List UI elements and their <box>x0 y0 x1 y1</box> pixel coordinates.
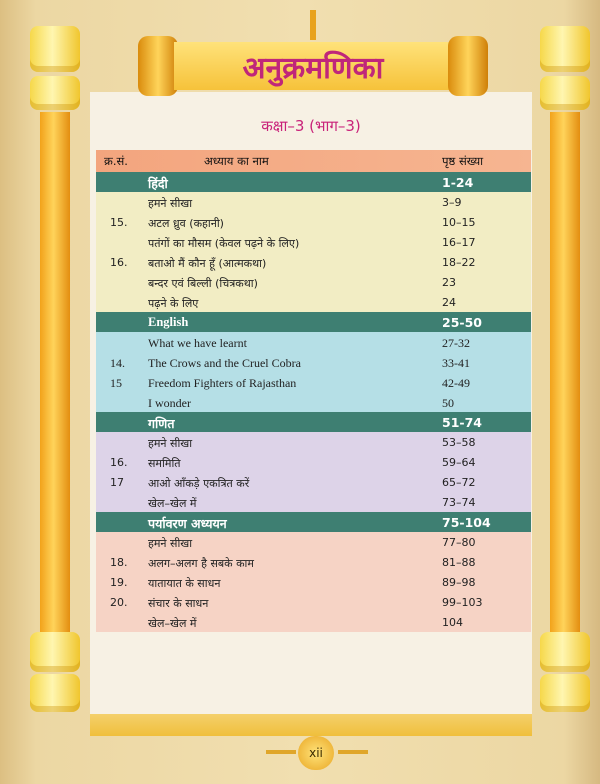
row-title: बन्दर एवं बिल्ली (चित्रकथा) <box>148 277 258 290</box>
row-number: 19. <box>110 576 128 589</box>
row-title: यातायात के साधन <box>148 577 221 590</box>
section-pages: 25-50 <box>442 315 482 330</box>
section-header-evs <box>96 512 531 532</box>
section-header-english <box>96 312 531 332</box>
table-row <box>96 592 531 612</box>
row-title: अलग–अलग है सबके काम <box>148 557 254 570</box>
row-page: 10–15 <box>442 216 476 229</box>
row-page: 18–22 <box>442 256 476 269</box>
row-number: 16. <box>110 256 128 269</box>
row-page: 16–17 <box>442 236 476 249</box>
row-page: 89–98 <box>442 576 476 589</box>
row-page: 77–80 <box>442 536 476 549</box>
row-title: संचार के साधन <box>148 597 209 610</box>
row-title: Freedom Fighters of Rajasthan <box>148 376 297 390</box>
row-title: पढ़ने के लिए <box>148 297 199 310</box>
row-page: 33-41 <box>442 356 470 370</box>
section-header-hindi <box>96 172 531 192</box>
table-row <box>96 192 531 212</box>
footer-ornament-right <box>338 750 368 754</box>
header-sno: क्र.सं. <box>104 154 128 168</box>
row-number: 14. <box>110 356 125 370</box>
section-title: English <box>148 315 189 329</box>
row-title: खेल–खेल में <box>148 617 197 630</box>
table-row <box>96 392 531 412</box>
table-row <box>96 352 531 372</box>
table-row <box>96 472 531 492</box>
scroll-roll-left <box>138 36 178 96</box>
page-title: अनुक्रमणिका <box>242 50 384 86</box>
table-row <box>96 612 531 632</box>
class-subtitle: कक्षा–3 (भाग–3) <box>261 117 361 135</box>
table-row <box>96 292 531 312</box>
section-title: गणित <box>148 416 175 431</box>
row-page: 73–74 <box>442 496 476 509</box>
row-page: 81–88 <box>442 556 476 569</box>
row-page: 3–9 <box>442 196 462 209</box>
section-title: हिंदी <box>148 176 168 191</box>
scroll-stick <box>310 10 316 40</box>
row-title: पतंगों का मौसम (केवल पढ़ने के लिए) <box>148 237 300 250</box>
row-page: 59–64 <box>442 456 476 469</box>
page-number: xii <box>309 746 323 760</box>
section-maths <box>96 432 531 512</box>
section-header-maths <box>96 412 531 432</box>
row-number: 18. <box>110 556 128 569</box>
title-banner <box>174 42 452 90</box>
scroll-roll-right <box>448 36 488 96</box>
table-row <box>96 432 531 452</box>
section-title: पर्यावरण अध्ययन <box>148 516 227 531</box>
section-hindi <box>96 192 531 312</box>
header-page: पृष्ठ संख्या <box>442 154 484 168</box>
row-number: 20. <box>110 596 128 609</box>
row-title: खेल–खेल में <box>148 497 197 510</box>
section-pages: 1-24 <box>442 175 474 190</box>
header-chapter: अध्याय का नाम <box>204 154 269 168</box>
row-page: 104 <box>442 616 463 629</box>
row-page: 23 <box>442 276 456 289</box>
section-pages: 75-104 <box>442 515 491 530</box>
row-title: हमने सीखा <box>148 437 193 450</box>
row-number: 15 <box>110 376 122 390</box>
left-pillar-decoration <box>24 26 86 716</box>
row-title: अटल ध्रुव (कहानी) <box>148 217 224 230</box>
row-title: I wonder <box>148 396 191 410</box>
row-page: 65–72 <box>442 476 476 489</box>
table-header <box>96 150 531 172</box>
section-english <box>96 332 531 412</box>
row-title: बताओ मैं कौन हूँ (आत्मकथा) <box>148 257 267 270</box>
table-row <box>96 212 531 232</box>
table-row <box>96 452 531 472</box>
row-title: What we have learnt <box>148 336 247 350</box>
row-page: 53–58 <box>442 436 476 449</box>
section-evs <box>96 532 531 632</box>
section-pages: 51-74 <box>442 415 482 430</box>
table-row <box>96 252 531 272</box>
row-title: हमने सीखा <box>148 197 193 210</box>
row-number: 17 <box>110 476 124 489</box>
table-row <box>96 272 531 292</box>
table-row <box>96 232 531 252</box>
row-page: 27-32 <box>442 336 470 350</box>
row-title: आओ आँकड़े एकत्रित करें <box>148 477 250 490</box>
row-page: 42-49 <box>442 376 470 390</box>
row-title: The Crows and the Cruel Cobra <box>148 356 301 370</box>
row-title: सममिति <box>148 457 181 470</box>
row-number: 15. <box>110 216 128 229</box>
title-scroll <box>138 36 488 96</box>
table-row <box>96 552 531 572</box>
table-row <box>96 332 531 352</box>
table-row <box>96 492 531 512</box>
right-pillar-decoration <box>534 26 596 716</box>
table-row <box>96 572 531 592</box>
row-page: 99–103 <box>442 596 483 609</box>
footer-ornament-left <box>266 750 296 754</box>
table-row <box>96 532 531 552</box>
row-title: हमने सीखा <box>148 537 193 550</box>
row-page: 50 <box>442 396 454 410</box>
page-number-badge <box>298 736 334 770</box>
row-page: 24 <box>442 296 456 309</box>
row-number: 16. <box>110 456 128 469</box>
contents-table <box>96 150 531 632</box>
table-row <box>96 372 531 392</box>
bottom-band <box>90 714 532 736</box>
